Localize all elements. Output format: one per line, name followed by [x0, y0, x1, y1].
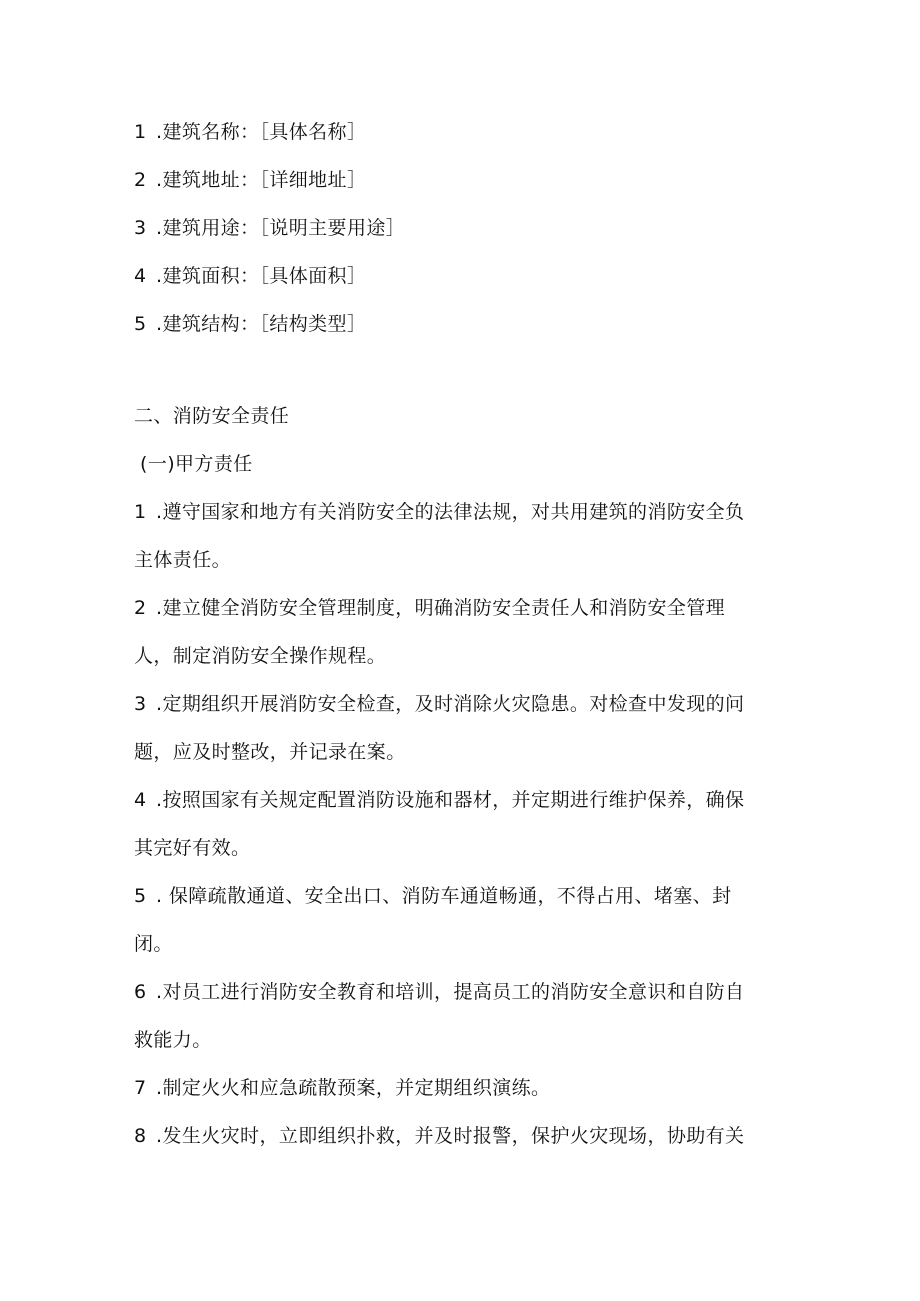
responsibility-item-1 — [134, 500, 784, 524]
item-text-line1: .按照国家有关规定配置消防设施和器材，并定期进行维护保养，确保 — [156, 789, 745, 811]
item-number: 1 — [134, 121, 147, 143]
subsection-title: (一)甲方责任 — [140, 453, 253, 475]
building-info-item-1 — [134, 120, 784, 144]
responsibility-item-4 — [134, 788, 784, 812]
building-info-item-5 — [134, 312, 784, 336]
section-title: 二、消防安全责任 — [134, 405, 290, 427]
item-number: 2 — [134, 169, 147, 191]
item-number: 1 — [134, 501, 147, 523]
item-number: 7 — [134, 1077, 147, 1099]
item-text-line1: .对员工进行消防安全教育和培训，提高员工的消防安全意识和自防自 — [156, 981, 745, 1003]
item-text-line1: .定期组织开展消防安全检查，及时消除火灾隐患。对检查中发现的问 — [156, 693, 745, 715]
item-number: 4 — [134, 265, 147, 287]
item-text-line1: .制定火火和应急疏散预案，并定期组织演练。 — [156, 1077, 551, 1099]
item-number: 3 — [134, 217, 147, 239]
responsibility-item-3-cont: 题，应及时整改，并记录在案。 — [134, 741, 406, 763]
building-info-item-2 — [134, 168, 784, 192]
item-number: 4 — [134, 789, 147, 811]
item-text-line1: .遵守国家和地方有关消防安全的法律法规，对共用建筑的消防安全负 — [156, 501, 745, 523]
responsibility-item-2 — [134, 596, 784, 620]
item-text: .建筑地址：［详细地址］ — [156, 169, 367, 191]
building-info-item-3 — [134, 216, 784, 240]
responsibility-item-7 — [134, 1076, 784, 1100]
responsibility-item-5-cont: 闭。 — [134, 933, 173, 955]
item-text: .建筑名称：［具体名称］ — [156, 121, 367, 143]
responsibility-item-6-cont: 救能力。 — [134, 1029, 212, 1051]
item-number: 5 — [134, 885, 147, 907]
responsibility-item-2-cont: 人，制定消防安全操作规程。 — [134, 645, 387, 667]
item-number: 3 — [134, 693, 147, 715]
responsibility-item-6 — [134, 980, 784, 1004]
item-text-line1: .建立健全消防安全管理制度，明确消防安全责任人和消防安全管理 — [156, 597, 726, 619]
item-text: .建筑面积：［具体面积］ — [156, 265, 367, 287]
building-info-item-4 — [134, 264, 784, 288]
item-number: 8 — [134, 1125, 147, 1147]
responsibility-item-4-cont: 其完好有效。 — [134, 837, 251, 859]
responsibility-item-5 — [134, 884, 784, 908]
responsibility-item-8 — [134, 1124, 784, 1148]
item-text-line1: .发生火灾时，立即组织扑救，并及时报警，保护火灾现场，协助有关 — [156, 1125, 745, 1147]
responsibility-item-1-cont: 主体责任。 — [134, 549, 232, 571]
item-number: 6 — [134, 981, 147, 1003]
responsibility-item-3 — [134, 692, 784, 716]
item-number: 5 — [134, 313, 147, 335]
item-text: .建筑用途：［说明主要用途］ — [156, 217, 406, 239]
item-text-line1: . 保障疏散通道、安全出口、消防车通道畅通，不得占用、堵塞、封 — [156, 885, 732, 907]
item-number: 2 — [134, 597, 147, 619]
item-text: .建筑结构：［结构类型］ — [156, 313, 367, 335]
